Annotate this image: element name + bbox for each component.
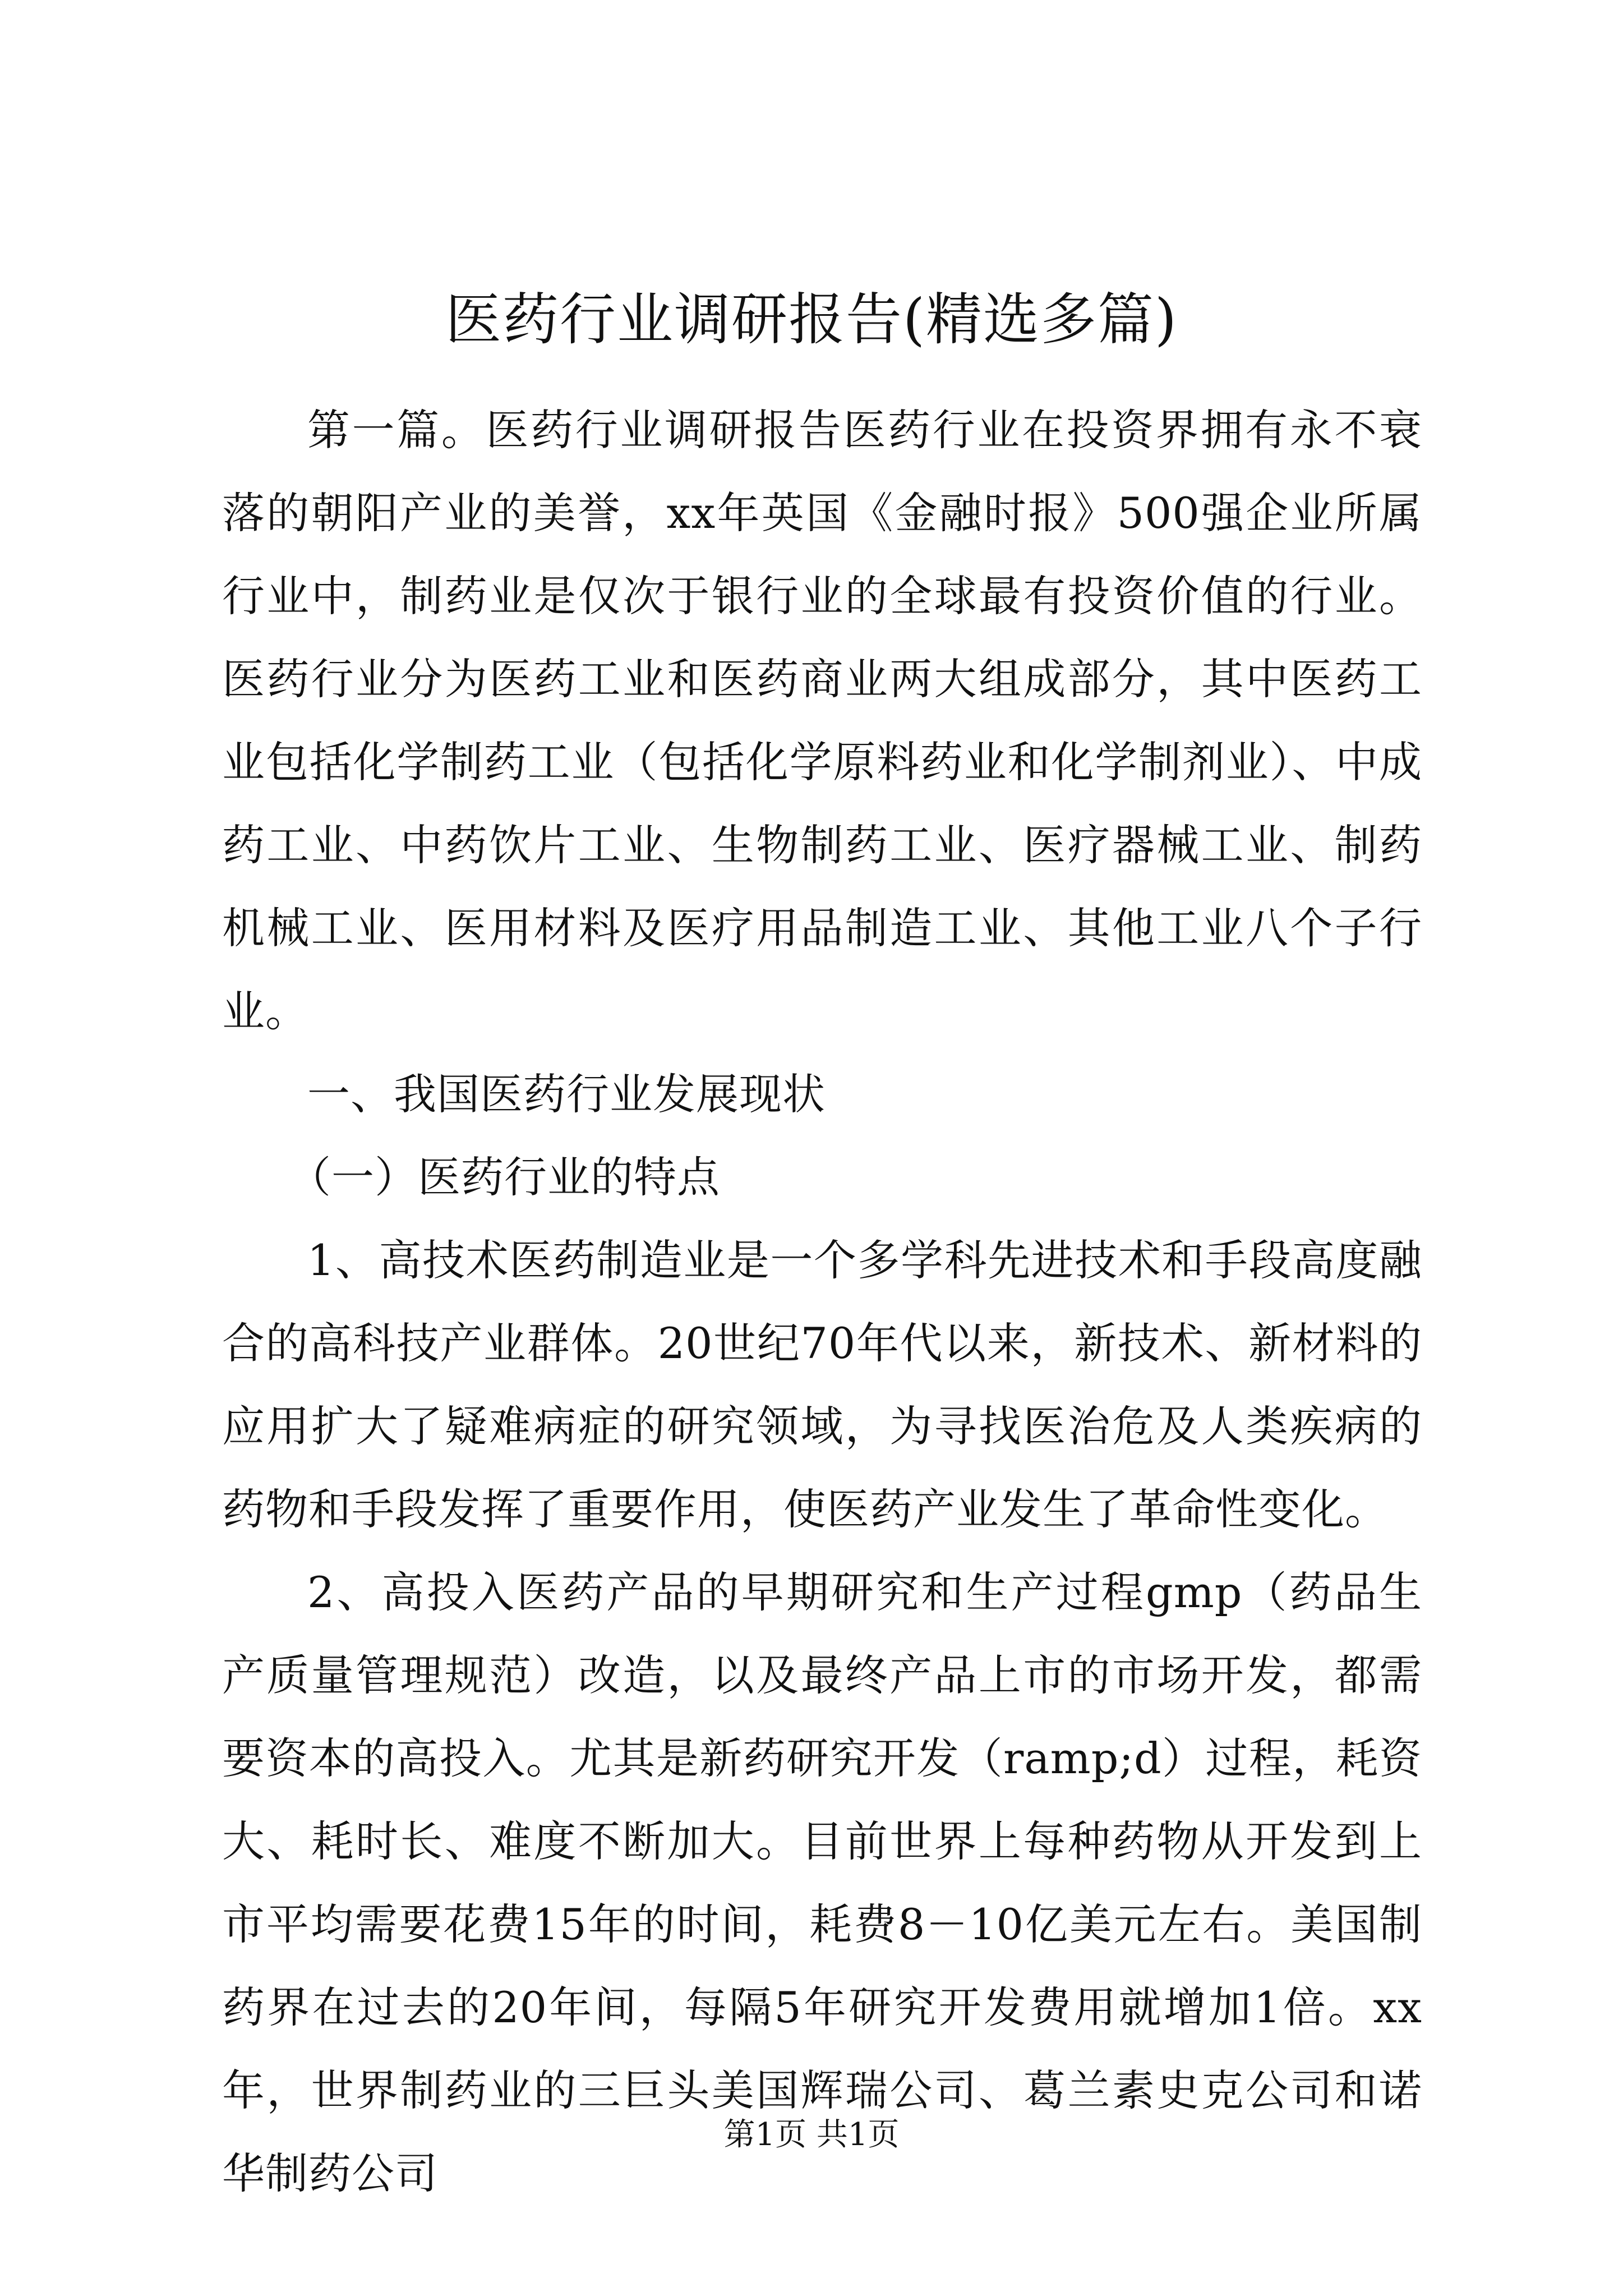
- paragraph-point-2: 2、高投入医药产品的早期研究和生产过程gmp（药品生产质量管理规范）改造，以及最终产品上市的市场开发，都需要资本的高投入。尤其是新药研究开发（ramp;d）过程，耗资大、耗时长、难度不断加大。目前世界上每种药物从开发到上市平均需要花费15年的时间，耗费8－10亿美元左右。美国制药界在过去的20年间，每隔5年研究开发费用就增加1倍。xx年，世界制药业的三巨头美国辉瑞公司、葛兰素史克公司和诺华制药公司: [222, 1567, 1422, 2198]
- paragraph-intro: 第一篇。医药行业调研报告医药行业在投资界拥有永不衰落的朝阳产业的美誉，xx年英国《金融时报》500强企业所属行业中，制药业是仅次于银行业的全球最有投资价值的行业。医药行业分为医药工业和医药商业两大组成部分，其中医药工业包括化学制药工业（包括化学原料药业和化学制剂业）、中成药工业、中药饮片工业、生物制药工业、医疗器械工业、制药机械工业、医用材料及医疗用品制造工业、其他工业八个子行业。: [222, 405, 1422, 1036]
- subsection-heading: （一）医药行业的特点: [288, 1152, 720, 1202]
- section-heading: 一、我国医药行业发展现状: [307, 1069, 826, 1119]
- page-footer: 第1页 共1页: [723, 2116, 900, 2153]
- document-body: [222, 389, 1422, 2215]
- document-title: 医药行业调研报告(精选多篇): [445, 287, 1178, 352]
- paragraph-point-1: 1、高技术医药制造业是一个多学科先进技术和手段高度融合的高科技产业群体。20世纪70年代以来，新技术、新材料的应用扩大了疑难病症的研究领域，为寻找医治危及人类疾病的药物和手段发挥了重要作用，使医药产业发生了革命性变化。: [222, 1235, 1422, 1534]
